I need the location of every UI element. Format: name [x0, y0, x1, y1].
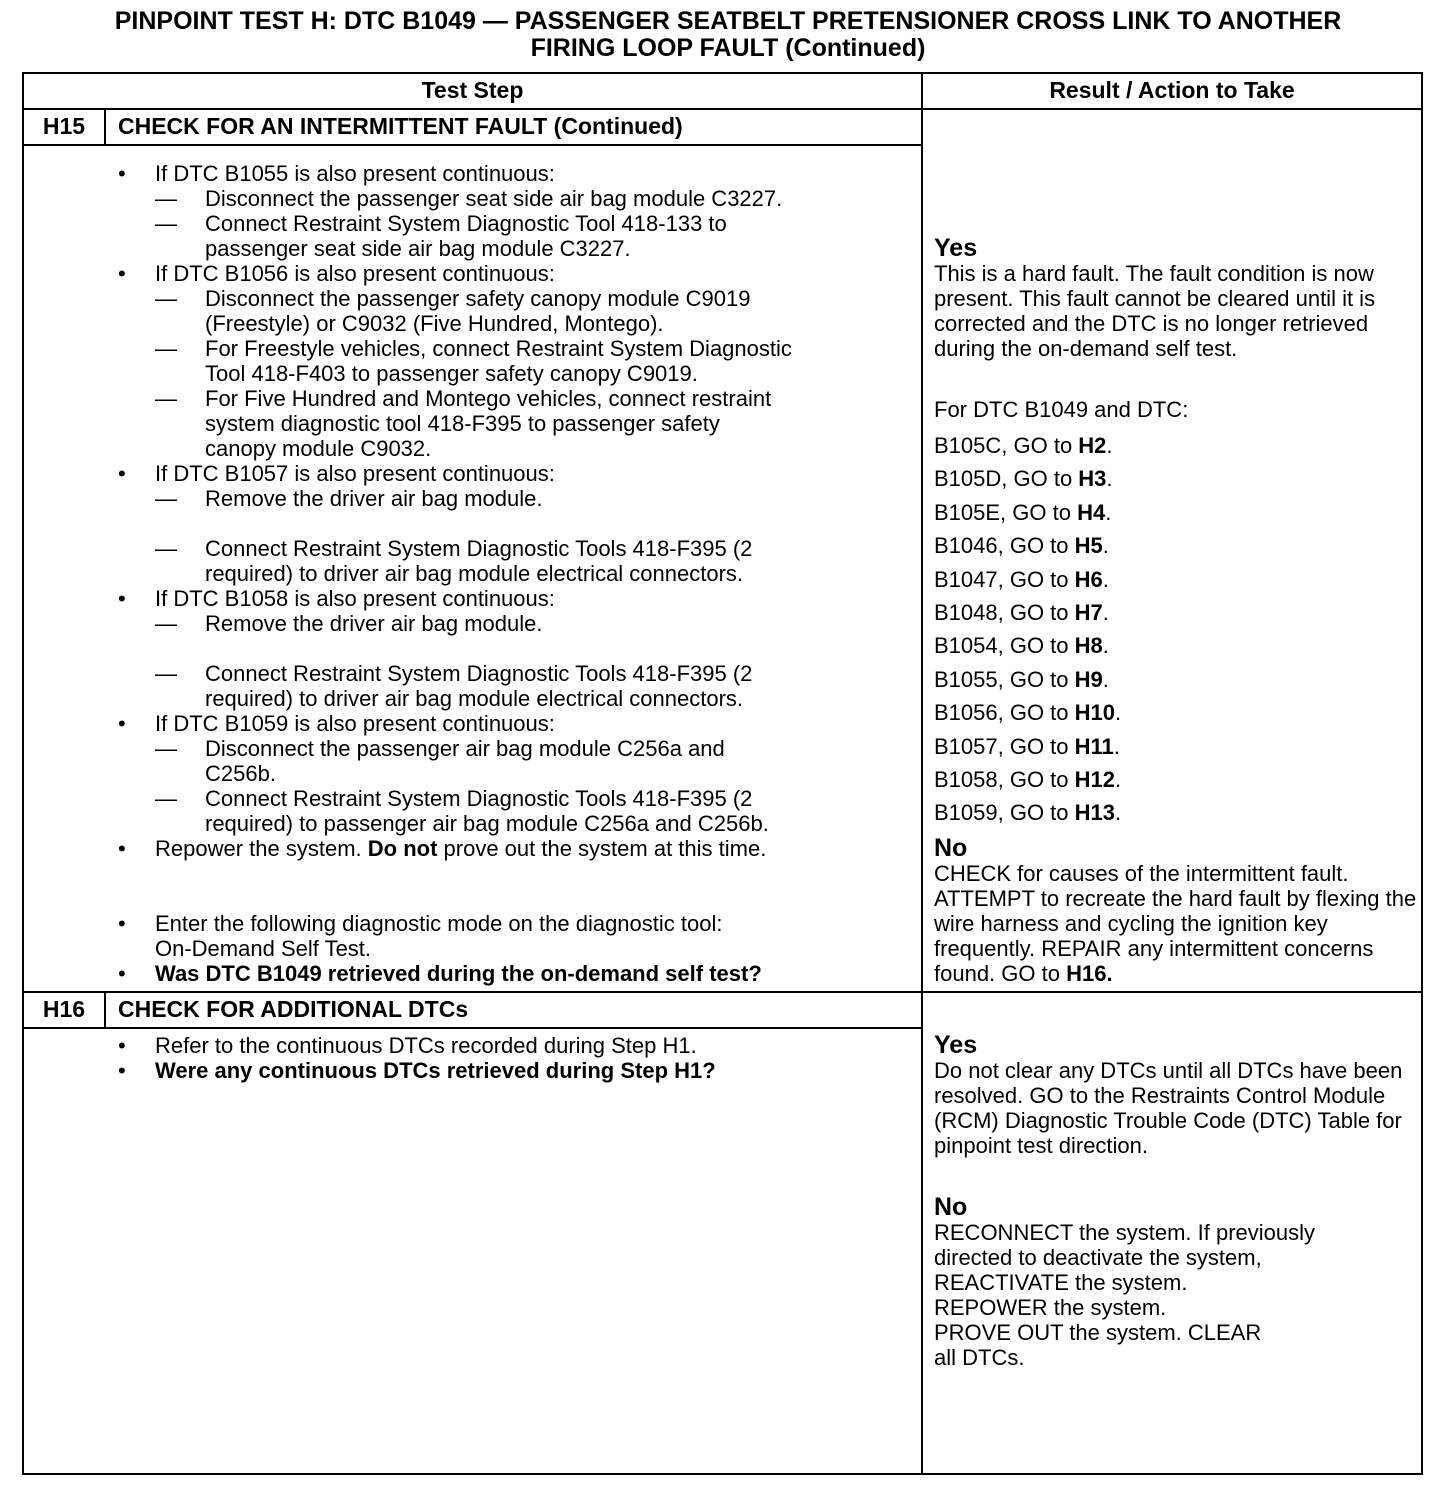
h15-procedure-line: Connect Restraint System Diagnostic Tools 418-F395 (2	[205, 536, 753, 561]
goto-step-link[interactable]: H9	[1074, 666, 1103, 692]
goto-item: B1054, GO to H8.	[934, 633, 1109, 659]
title-line-2: FIRING LOOP FAULT (Continued)	[530, 34, 926, 62]
dash-marker: —	[155, 186, 177, 211]
goto-step-link[interactable]: H10	[1074, 700, 1115, 726]
h15-procedure-line: For Freestyle vehicles, connect Restraint System Diagnostic	[205, 336, 792, 361]
h16-no-line: REPOWER the system.	[934, 1295, 1167, 1320]
goto-item: B105D, GO to H3.	[934, 466, 1113, 492]
h15-enter-line-1: Enter the following diagnostic mode on the diagnostic tool:	[155, 911, 723, 936]
bullet-marker: •	[118, 586, 126, 611]
goto-code: B1048, GO to	[934, 600, 1075, 625]
h15-procedure-line: Remove the driver air bag module.	[205, 611, 543, 636]
goto-item: B1048, GO to H7.	[934, 600, 1109, 625]
bullet-marker: •	[118, 911, 126, 936]
goto-code: B1059, GO to	[934, 800, 1075, 826]
goto-item: B105E, GO to H4.	[934, 499, 1112, 525]
goto-step-link[interactable]: H5	[1074, 533, 1103, 559]
h15-procedure-line: required) to driver air bag module electrical connectors.	[205, 561, 744, 586]
bullet-marker: •	[118, 836, 126, 861]
goto-step-link[interactable]: H3	[1078, 466, 1107, 492]
h16-bullet-1: Refer to the continuous DTCs recorded during Step H1.	[155, 1033, 697, 1058]
repower-text: Repower the system.	[155, 836, 368, 861]
h15-procedure-line: Remove the driver air bag module.	[205, 486, 543, 511]
goto-code: B1056, GO to	[934, 700, 1075, 726]
bullet-marker: •	[118, 961, 126, 986]
h15-id-divider	[104, 108, 106, 146]
goto-code: B1047, GO to	[934, 566, 1075, 592]
dash-marker: —	[155, 486, 177, 511]
dash-marker: —	[155, 736, 177, 761]
dash-marker: —	[155, 286, 177, 311]
goto-item: B1056, GO to H10.	[934, 700, 1122, 726]
h16-no-line: PROVE OUT the system. CLEAR	[934, 1320, 1262, 1345]
goto-code: B105D, GO to	[934, 466, 1079, 492]
h15-procedure-line: For Five Hundred and Montego vehicles, connect restraint	[205, 386, 772, 411]
goto-step-link[interactable]: H13	[1074, 800, 1115, 826]
dash-marker: —	[155, 786, 177, 811]
goto-step-link[interactable]: H2	[1078, 433, 1107, 458]
h16-yes-text: Do not clear any DTCs until all DTCs have been resolved. GO to the Restraints Control Module (RCM) Diagnostic Trouble Code (DTC) Table for pinpoint test direction.	[934, 1058, 1403, 1158]
goto-code: B105C, GO to	[934, 433, 1079, 458]
h16-question: Were any continuous DTCs retrieved during Step H1?	[155, 1058, 716, 1083]
goto-item: B1047, GO to H6.	[934, 566, 1109, 592]
h15-procedure-line: Disconnect the passenger air bag module C256a and	[205, 736, 725, 761]
h15-procedure-line: Connect Restraint System Diagnostic Tools 418-F395 (2	[205, 786, 753, 811]
h15-procedure-line: If DTC B1058 is also present continuous:	[155, 586, 555, 611]
h15-procedure-line: required) to passenger air bag module C256a and C256b.	[205, 811, 769, 836]
h16-no-line: directed to deactivate the system,	[934, 1245, 1262, 1270]
goto-item: B1057, GO to H11.	[934, 733, 1120, 759]
table-border-top	[22, 72, 1423, 74]
h15-title-divider	[22, 144, 923, 146]
h15-procedure-line: If DTC B1055 is also present continuous:	[155, 161, 555, 186]
goto-item: B1055, GO to H9.	[934, 666, 1109, 692]
bullet-marker: •	[118, 161, 126, 186]
h15-procedure-line: Disconnect the passenger safety canopy module C9019	[205, 286, 751, 311]
bullet-marker: •	[118, 1058, 126, 1083]
h15-procedure-line: canopy module C9032.	[205, 436, 432, 461]
h15-procedure-line: Connect Restraint System Diagnostic Tools 418-F395 (2	[205, 661, 753, 686]
h15-yes-intro: For DTC B1049 and DTC:	[934, 397, 1189, 422]
h15-procedure-line: If DTC B1057 is also present continuous:	[155, 461, 555, 486]
h15-no-goto-step[interactable]: H16	[1066, 961, 1107, 986]
h15-no-text: CHECK for causes of the intermittent fault. ATTEMPT to recreate the hard fault by flexing the wire harness and cycling the ignition key frequently. REPAIR any intermittent concerns found. GO to H16.	[934, 861, 1417, 986]
h15-procedure-line: If DTC B1056 is also present continuous:	[155, 261, 555, 286]
h15-no-label: No	[934, 834, 968, 862]
goto-code: B1055, GO to	[934, 666, 1075, 692]
h15-question: Was DTC B1049 retrieved during the on-demand self test?	[155, 961, 762, 986]
bullet-marker: •	[118, 711, 126, 736]
dash-marker: —	[155, 611, 177, 636]
goto-step-link[interactable]: H4	[1077, 499, 1106, 525]
table-border-left	[22, 72, 24, 1475]
title-line-1: PINPOINT TEST H: DTC B1049 — PASSENGER SEATBELT PRETENSIONER CROSS LINK TO ANOTHER	[114, 7, 1342, 35]
h16-no-line: REACTIVATE the system.	[934, 1270, 1188, 1295]
goto-item: B1058, GO to H12.	[934, 767, 1122, 792]
h16-step-title: CHECK FOR ADDITIONAL DTCs	[118, 996, 469, 1022]
page-title	[0, 8, 1456, 62]
goto-code: B1054, GO to	[934, 633, 1075, 659]
h15-step-title: CHECK FOR AN INTERMITTENT FAULT (Continued)	[118, 113, 683, 139]
header-row-divider	[22, 108, 1423, 110]
bullet-marker: •	[118, 261, 126, 286]
h15-procedure-line: (Freestyle) or C9032 (Five Hundred, Montego).	[205, 311, 664, 336]
repower-text-end: prove out the system at this time.	[437, 836, 767, 861]
h16-step-id: H16	[42, 996, 86, 1022]
repower-emphasis: Do not	[367, 836, 438, 861]
header-test-step: Test Step	[421, 77, 524, 103]
goto-code: B105E, GO to	[934, 499, 1078, 525]
h16-id-divider	[104, 991, 106, 1029]
h15-procedure-line: Tool 418-F403 to passenger safety canopy C9019.	[205, 361, 698, 386]
goto-item: B105C, GO to H2.	[934, 433, 1113, 458]
h15-procedure-line: passenger seat side air bag module C3227.	[205, 236, 631, 261]
h15-repower-line	[155, 836, 766, 861]
dash-marker: —	[155, 536, 177, 561]
dash-marker: —	[155, 661, 177, 686]
h16-no-label: No	[934, 1193, 968, 1221]
column-divider	[921, 72, 923, 1475]
h16-title-divider	[22, 1027, 923, 1029]
h15-step-id: H15	[42, 113, 86, 139]
dash-marker: —	[155, 336, 177, 361]
h16-no-line: RECONNECT the system. If previously	[934, 1220, 1316, 1245]
table-border-right	[1421, 72, 1423, 1475]
goto-code: B1058, GO to	[934, 767, 1075, 792]
h15-procedure-line: If DTC B1059 is also present continuous:	[155, 711, 555, 736]
goto-step-link[interactable]: H11	[1074, 733, 1114, 759]
h15-procedure-line: Connect Restraint System Diagnostic Tool 418-133 to	[205, 211, 727, 236]
table-border-bottom	[22, 1473, 1423, 1475]
h15-no-body: CHECK for causes of the intermittent fault. ATTEMPT to recreate the hard fault by flexing the wire harness and cycling the ignition key frequently. REPAIR any intermittent concerns found. GO to	[934, 861, 1417, 986]
h15-procedure-line: Disconnect the passenger seat side air bag module C3227.	[205, 186, 783, 211]
h16-yes-label: Yes	[934, 1031, 978, 1059]
h15-procedure-line: C256b.	[205, 761, 276, 786]
h15-yes-label: Yes	[934, 234, 978, 262]
header-result: Result / Action to Take	[1049, 77, 1295, 103]
h16-no-line: all DTCs.	[934, 1345, 1025, 1370]
h15-yes-text: This is a hard fault. The fault condition is now present. This fault cannot be cleared until it is corrected and the DTC is no longer retrieved during the on-demand self test.	[934, 261, 1376, 361]
goto-item: B1059, GO to H13.	[934, 800, 1122, 826]
goto-step-link[interactable]: H7	[1074, 600, 1103, 625]
h15-enter-line-2: On-Demand Self Test.	[155, 936, 372, 961]
goto-item: B1046, GO to H5.	[934, 533, 1109, 559]
dash-marker: —	[155, 386, 177, 411]
goto-step-link[interactable]: H12	[1074, 767, 1115, 792]
goto-code: B1046, GO to	[934, 533, 1075, 559]
h15-procedure-line: required) to driver air bag module electrical connectors.	[205, 686, 744, 711]
goto-code: B1057, GO to	[934, 733, 1075, 759]
dash-marker: —	[155, 211, 177, 236]
bullet-marker: •	[118, 1033, 126, 1058]
bullet-marker: •	[118, 461, 126, 486]
h16-row-divider	[22, 991, 1423, 993]
goto-step-link[interactable]: H6	[1074, 566, 1103, 592]
h15-procedure-line: system diagnostic tool 418-F395 to passenger safety	[205, 411, 720, 436]
goto-step-link[interactable]: H8	[1074, 633, 1103, 659]
